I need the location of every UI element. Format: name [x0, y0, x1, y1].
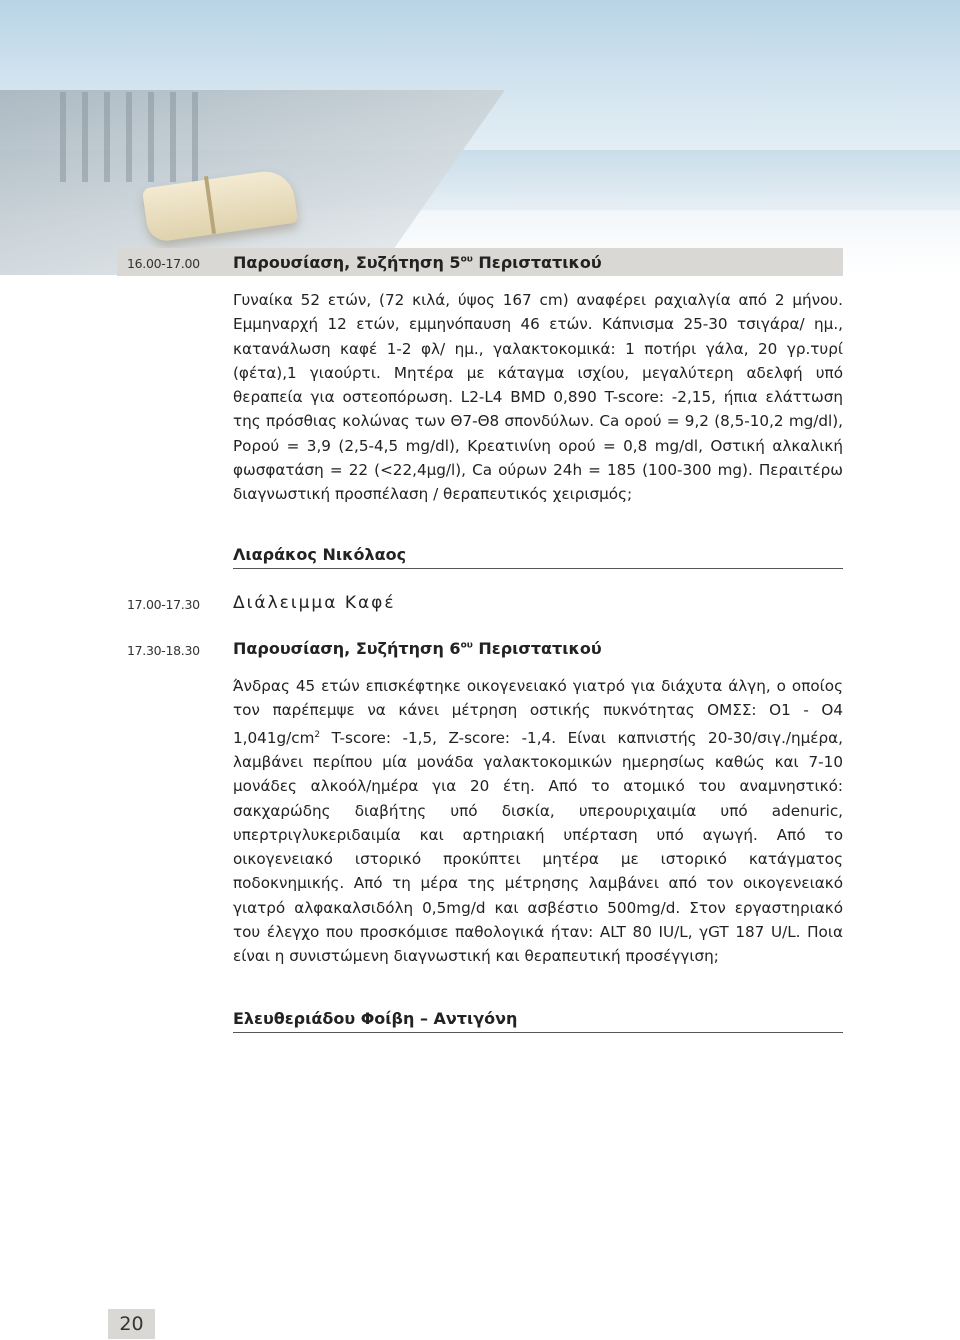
break-time: 17.00-17.30	[127, 597, 200, 612]
session-title: Παρουσίαση, Συζήτηση $6^{o\upsilon}$ Περιστατικού	[233, 639, 602, 658]
coffee-break-title: Διάλειμμα Καφέ	[233, 593, 396, 613]
presenter-name: Λιαράκος Νικόλαος	[233, 545, 843, 569]
pier-railing	[60, 92, 210, 182]
page-number: 20	[108, 1309, 155, 1339]
presenter-name: Ελευθεριάδου Φοίβη – Αντιγόνη	[233, 1009, 843, 1033]
case-description: Γυναίκα 52 ετών, (72 κιλά, ύψος 167 cm) αναφέρει ραχιαλγία από 2 μήνου. Εμμηναρχή 12 ετών, εμμηνόπαυση 46 ετών. Κάπνισμα 25-30 τσιγάρα/ ημ., κατανάλωση καφέ 1-2 φλ/ ημ., γαλακτοκομικά: 1 ποτήρι γάλα, 20 γρ.τυρί (φέτα),1 γιαούρτι. Μητέρα με κάταγμα ισχίου, μεγαλύτερη αδελφή υπό θεραπεία για οστεοπόρωση. L2-L4 BMD 0,890 T-score: -2,15, ήπια ελάττωση της πρόσθιας κολώνας των Θ7-Θ8 σπονδύλων. Ca ορού = 9,2 (8,5-10,2 mg/dl), Ρορού = 3,9 (2,5-4,5 mg/dl), Κρεατινίνη ορού = 0,8 mg/dl, Οστική αλκαλική φωσφατάση = 22 (<22,4μg/l), Ca ούρων 24h = 185 (100-300 mg). Περαιτέρω διαγνωστική προσπέλαση / θεραπευτικός χειρισμός;	[233, 291, 843, 504]
session-time: 17.30-18.30	[127, 643, 200, 658]
header-photo	[0, 0, 960, 275]
session-time: 16.00-17.00	[127, 256, 200, 271]
case-description: Άνδρας 45 ετών επισκέφτηκε οικογενειακό γιατρό για διάχυτα άλγη, ο οποίος τον παρέπεμψε να κάνει μέτρηση οστικής πυκνότητας ΟΜΣΣ: Ο1 - Ο4 $1,041g/cm^2$ T-score: -1,5, Z-score: -1,4. Είναι καπνιστής 20-30/σιγ./ημέρα, λαμβάνει περίπου μία μονάδα γαλακτοκομικών ημερησίως καθώς και 7-10 μονάδες αλκοόλ/ημέρα για 20 έτη. Από το ατομικό του αναμνηστικό: σακχαρώδης διαβήτης υπό δισκία, υπερουριχαιμία υπό adenuric, υπερτριγλυκεριδαιμία και αρτηριακή υπέρταση υπό αγωγή. Από το οικογενειακό ιστορικό προκύπτει μητέρα με ιστορικό κατάγματος ποδοκνημικής. Από τη μέρα της μέτρησης λαμβάνει από τον οικογενειακό γιατρό αλφακαλσιδόλη 0,5mg/d και ασβέστιο 500mg/d. Στον εργαστηριακό του έλεγχο που προσκόμισε παθολογικά ήταν: ALT 80 IU/L, γGT 187 U/L. Ποια είναι η συνιστώμενη διαγνωστική και θεραπευτική προσέγγιση;	[233, 677, 843, 966]
session-title: Παρουσίαση, Συζήτηση $5^{o\upsilon}$ Περιστατικού	[233, 253, 602, 272]
